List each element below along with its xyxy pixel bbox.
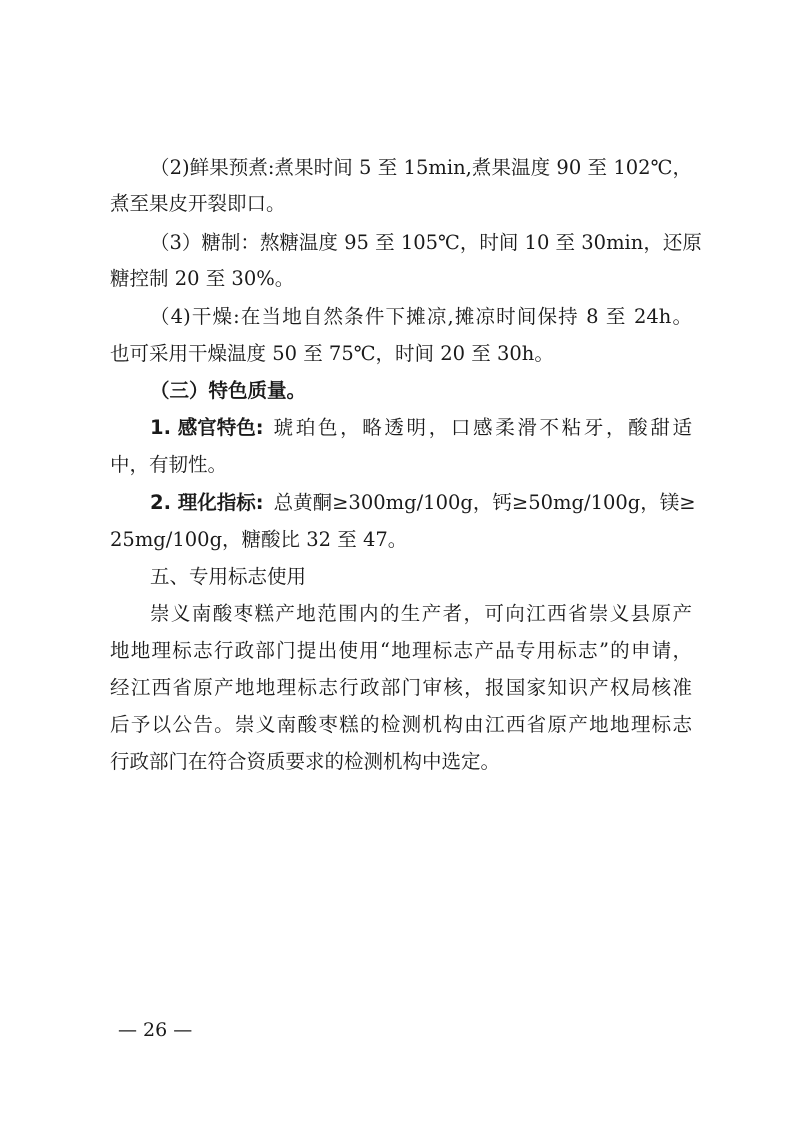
paragraph-fruit-precook-line-2: 煮至果皮开裂即口。 [110, 192, 286, 215]
physchem-label: 2. 理化指标: [150, 491, 264, 514]
paragraph-sensory-line-2: 中，有韧性。 [110, 453, 228, 476]
physchem-text: 总黄酮≥300mg/100g，钙≥50mg/100g，镁≥ [273, 491, 696, 514]
page-number: — 26 — [118, 1019, 193, 1041]
section-heading-quality: （三）特色质量。 [150, 379, 307, 402]
paragraph-drying-line-1: （4)干燥:在当地自然条件下摊凉,摊凉时间保持 8 至 24h。 [150, 305, 692, 328]
paragraph-sensory-line-1 [150, 414, 692, 442]
paragraph-special-mark-line-4: 后予以公告。崇义南酸枣糕的检测机构由江西省原产地地理标志 [110, 713, 692, 736]
paragraph-special-mark-line-5: 行政部门在符合资质要求的检测机构中选定。 [110, 750, 501, 773]
paragraph-special-mark-line-2: 地地理标志行政部门提出使用“地理标志产品专用标志”的申请， [110, 639, 692, 662]
paragraph-sugaring-line-2: 糖控制 20 至 30%。 [110, 267, 295, 290]
paragraph-physchem-line-1 [150, 489, 696, 517]
paragraph-special-mark-line-3: 经江西省原产地地理标志行政部门审核，报国家知识产权局核准 [110, 676, 692, 699]
sensory-text: 琥珀色，略透明，口感柔滑不粘牙，酸甜适 [273, 416, 692, 439]
paragraph-physchem-line-2: 25mg/100g，糖酸比 32 至 47。 [110, 528, 408, 551]
paragraph-sugaring-line-1: （3）糖制：熬糖温度 95 至 105℃，时间 10 至 30min，还原 [150, 231, 702, 254]
paragraph-drying-line-2: 也可采用干燥温度 50 至 75℃，时间 20 至 30h。 [110, 342, 554, 365]
paragraph-special-mark-line-1: 崇义南酸枣糕产地范围内的生产者，可向江西省崇义县原产 [150, 602, 692, 625]
sensory-label: 1. 感官特色: [150, 416, 264, 439]
section-heading-special-mark: 五、专用标志使用 [150, 565, 307, 588]
paragraph-fruit-precook-line-1: （2)鲜果预煮:煮果时间 5 至 15min,煮果温度 90 至 102℃， [150, 156, 692, 179]
